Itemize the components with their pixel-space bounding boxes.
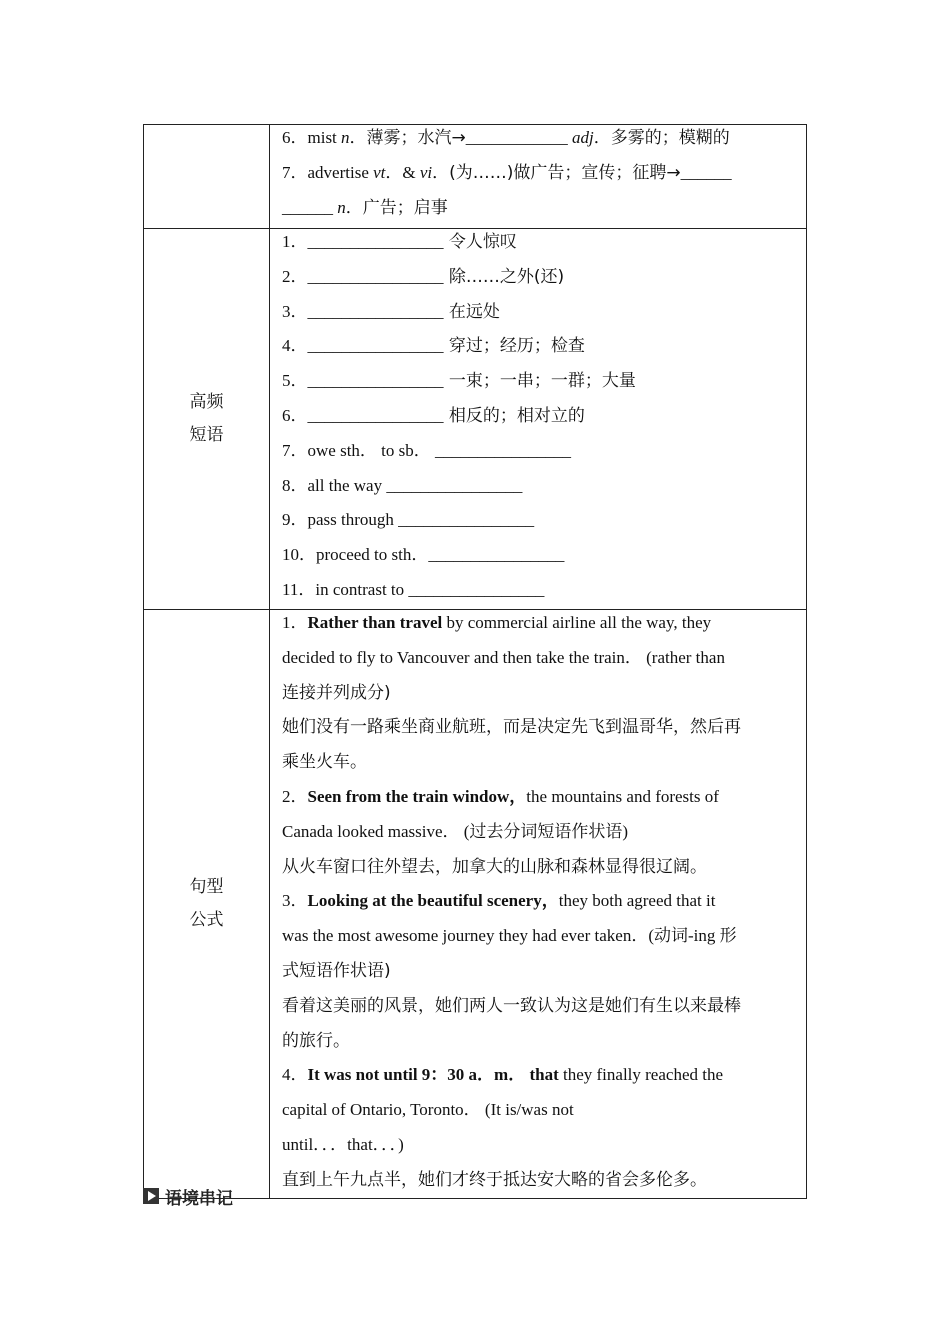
translation-line: 她们没有一路乘坐商业航班，而是决定先飞到温哥华，然后再 [282,717,741,738]
sentence-line: until．．．that．．．) [282,1134,404,1154]
list-item: 6．mist n．薄雾；水汽→____________ adj．多雾的；模糊的 [282,128,730,148]
translation-line: 从火车窗口往外望去，加拿大的山脉和森林显得很辽阔。 [282,856,707,877]
row-label-empty [144,125,270,229]
sentence-line: 1．Rather than travel by commercial airline all the way, they [282,613,712,632]
list-item: 6．________________ 相反的；相对立的 [282,405,585,426]
list-item: 9．pass through ________________ [282,510,535,530]
list-item: 5．________________ 一束；一串；一群；大量 [282,371,636,392]
phrases-cell [270,229,807,610]
translation-line: 直到上午九点半，她们才终于抵达安大略的省会多伦多。 [282,1169,707,1190]
list-item: 4．________________ 穿过；经历；检查 [282,336,585,357]
row-label-phrases: 高频 短语 [144,229,270,610]
play-icon [143,1188,159,1204]
phrase-list [282,225,798,608]
list-item: 8．all the way ________________ [282,475,523,495]
table-row [144,229,807,610]
list-item: 2．________________ 除……之外(还) [282,266,565,287]
sentences-cell [270,610,807,1199]
sentence-line: Canada looked massive． (过去分词短语作状语) [282,821,629,841]
table-row [144,125,807,229]
sentence-line: 2．Seen from the train window，the mountains and forests of [282,786,719,806]
sentence-line: 连接并列成分) [282,682,391,703]
word-forms-cell [270,125,807,229]
list-item: 10．proceed to sth．________________ [282,545,565,565]
translation-line: 乘坐火车。 [282,752,367,773]
sentence-line: 4．It was not until 9：30 a．m． that they finally reached the [282,1065,724,1085]
section-heading [143,1184,233,1208]
sentence-line: capital of Ontario, Toronto． (It is/was not [282,1100,574,1120]
translation-line: 的旅行。 [282,1030,350,1051]
list-item: 11．in contrast to ________________ [282,579,545,599]
row-label-sentences: 句型 公式 [144,610,270,1199]
list-item: 3．________________ 在远处 [282,301,500,322]
translation-line: 看着这美丽的风景，她们两人一致认为这是她们有生以来最棒 [282,995,741,1016]
sentence-line: was the most awesome journey they had ever taken．(动词-ing 形 [282,926,737,946]
sentence-line: 3．Looking at the beautiful scenery，they both agreed that it [282,891,716,911]
sentence-line: decided to fly to Vancouver and then take the train． (rather than [282,647,725,667]
list-item: 1．________________ 令人惊叹 [282,232,517,252]
list-item: ______ n．广告；启事 [282,197,448,218]
list-item: 7．advertise vt．& vi．(为……)做广告；宣传；征聘→______ [282,162,732,183]
vocabulary-table [143,124,807,1199]
list-item: 7．owe sth． to sb． ________________ [282,440,571,460]
section-title: 语境串记 [165,1188,233,1209]
table-row [144,610,807,1199]
sentence-line: 式短语作状语) [282,960,391,981]
